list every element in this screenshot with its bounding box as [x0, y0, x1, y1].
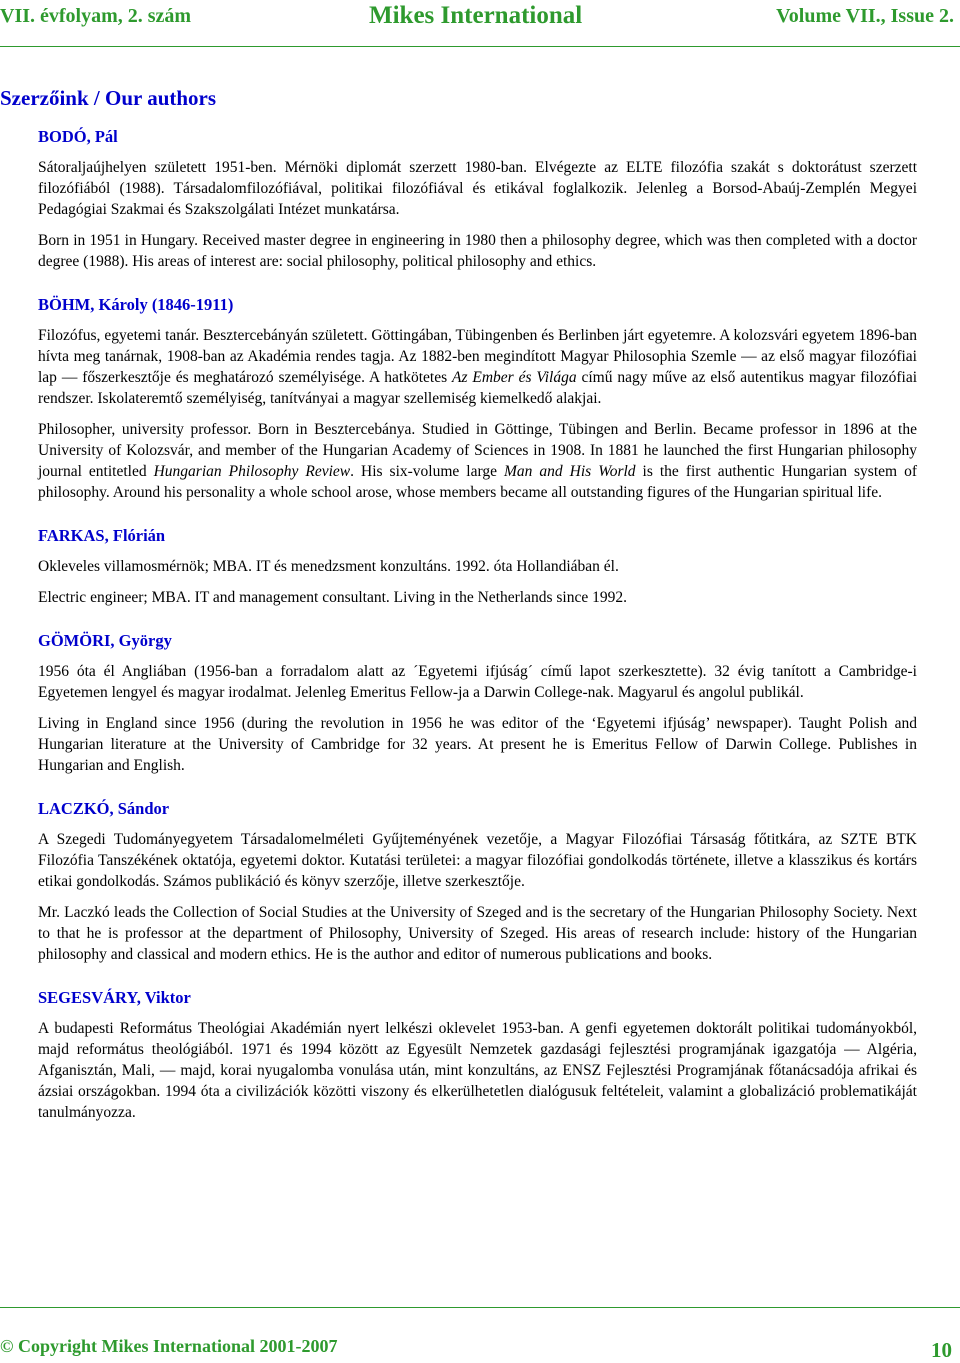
header-journal-title: Mikes International	[369, 2, 583, 29]
author-bio-en: Living in England since 1956 (during the revolution in 1956 he was editor of the ‘Egyetemi ifjúság’ newspaper). Taught Polish and Hungarian literature at the University of Cambridge for 32 years. At present he is Emeritus Fellow of Darwin College. Publishes in Hungarian and English.	[38, 715, 917, 774]
author-gomori	[38, 630, 917, 776]
author-name: LACZKÓ, Sándor	[38, 799, 170, 818]
bio-text: Philosopher, university professor. Born in Besztercebánya. Studied in Göttinge, Tübingen and Berlin. Became professor in 1896 at the University of Kolozsvár, and member of the Hungarian Academy of Sciences in 1908. In 1881 he launched the first Hungarian philosophy journal entitetled	[38, 421, 917, 480]
author-name: FARKAS, Flórián	[38, 526, 166, 545]
author-name: SEGESVÁRY, Viktor	[38, 988, 191, 1007]
author-bio-hu	[38, 325, 917, 409]
footer-copyright: © Copyright Mikes International 2001-2007	[0, 1336, 338, 1356]
footer-divider	[0, 1307, 960, 1308]
author-bio-en: Electric engineer; MBA. IT and management consultant. Living in the Netherlands since 1992.	[38, 589, 627, 606]
bio-text: is the first authentic Hungarian system of philosophy. Around his personality a whole school arose, whose members became all outstanding figures of the Hungarian spiritual life.	[38, 463, 917, 501]
book-title: Man and His World	[504, 463, 636, 480]
author-segesvary	[38, 987, 917, 1123]
author-bio-hu: A Szegedi Tudományegyetem Társadalomelméleti Gyűjteményének vezetője, a Magyar Filozófiai Társaság főtitkára, az SZTE BTK Filozófia Tanszékének oktatója, egyetemi doktor. Kutatási területei: a magyar filozófiai gondolkodás története, illetve a klasszikus és kortárs etikai gondolkodás. Számos publikáció és könyv szerzője, illetve szerkesztője.	[38, 831, 917, 890]
author-name: GÖMÖRI, György	[38, 631, 172, 650]
author-bio-en	[38, 419, 917, 503]
journal-title: Hungarian Philosophy Review	[153, 463, 351, 480]
author-bio-en: Mr. Laczkó leads the Collection of Social Studies at the University of Szeged and is the secretary of the Hungarian Philosophy Society. Next to that he is professor at the department of Philosophy, University of Szeged. His areas of research include: history of the Hungarian philosophy and classical and modern ethics. He is the author and editor of numerous publications and books.	[38, 904, 917, 963]
author-bio-hu: Sátoraljaújhelyen született 1951-ben. Mérnöki diplomát szerzett 1980-ban. Elvégezte az ELTE filozófia szakát s doktorátust szerzett filozófiából (1988). Társadalomfilozófiával, politikai filozófiával és etikával foglalkozik. Jelenleg a Borsod-Abaúj-Zemplén Megyei Pedagógiai Szakmai és Szakszolgálati Intézet munkatársa.	[38, 159, 917, 218]
header-issue-en: Volume VII., Issue 2.	[776, 5, 954, 27]
section-title: Szerzőink / Our authors	[0, 86, 217, 110]
author-bohm	[38, 294, 917, 503]
author-bodo	[38, 126, 917, 272]
author-name: BODÓ, Pál	[38, 127, 118, 146]
bio-text: . His six-volume large	[350, 463, 504, 480]
author-bio-hu: Okleveles villamosmérnök; MBA. IT és menedzsment konzultáns. 1992. óta Hollandiában él.	[38, 558, 619, 575]
page-header	[0, 0, 960, 40]
page-number: 10	[931, 1338, 952, 1362]
author-laczko	[38, 798, 917, 965]
bio-text: Filozófus, egyetemi tanár. Besztercebányán született. Göttingában, Tübingenben és Berlinben járt egyetemre. A kolozsvári egyetem 1896-ban hívta meg tanárnak, 1908-ban az Akadémia rendes tagja. Az 1882-ben megindított Magyar Philosophia Szemle — az első magyar filozófiai lap — főszerkesztője és meghatározó személyisége. A hatkötetes	[38, 327, 917, 386]
bio-text: című nagy műve az első autentikus magyar filozófiai rendszer. Iskolateremtő személyiség, tanítványai a magyar szellemiség kiemelkedő alakjai.	[38, 369, 917, 407]
author-bio-en: Born in 1951 in Hungary. Received master degree in engineering in 1980 then a philosophy degree, which was then completed with a doctor degree (1988). His areas of interest are: social philosophy, political philosophy and ethics.	[38, 232, 917, 270]
author-bio-hu: A budapesti Református Theológiai Akadémián nyert lelkészi oklevelet 1953-ban. A genfi egyetemen doktorált politikai tudományokból, majd református theológiából. 1971 és 1994 között az Egyesült Nemzetek gazdasági fejlesztési programjának igazgatója — Algéria, Afganisztán, Mali, — majd, korai nyugalomba vonulása után, mint konzultáns, az ENSZ Fejlesztési Programjának főtanácsadója afrikai és ázsiai országokban. 1994 óta a civilizációk közötti viszony és elkerülhetetlen dialógusuk feltételeit, valamint a globalizáció problematikáját tanulmányozza.	[38, 1020, 917, 1121]
author-farkas	[38, 525, 917, 608]
header-issue-hu: VII. évfolyam, 2. szám	[0, 5, 192, 27]
header-divider	[0, 46, 960, 47]
author-name: BÖHM, Károly (1846-1911)	[38, 295, 234, 314]
author-bio-hu: 1956 óta él Angliában (1956-ban a forradalom alatt az ´Egyetemi ifjúság´ című lapot szerkesztette). 32 évig tanított a Cambridge-i Egyetemen lengyel és magyar irodalmat. Jelenleg Emeritus Fellow-ja a Darwin College-nak. Magyarul és angolul publikál.	[38, 663, 917, 701]
book-title: Az Ember és Világa	[452, 369, 577, 386]
authors-list	[38, 126, 917, 1133]
